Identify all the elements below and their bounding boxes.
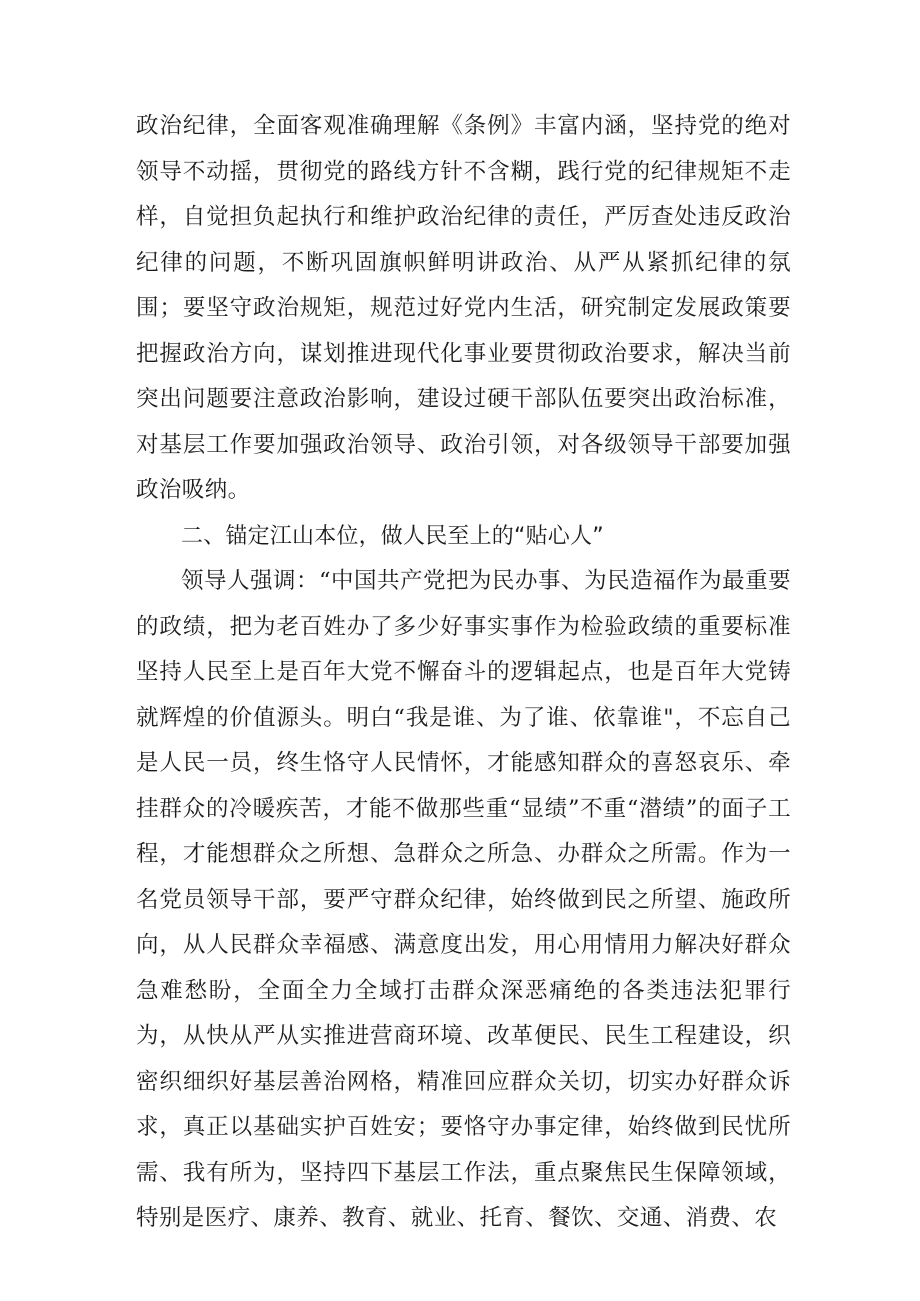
paragraph-1: 政治纪律，全面客观准确理解《条例》丰富内涵，坚持党的绝对领导不动摇，贯彻党的路线方针不含糊，践行党的纪律规矩不走样，自觉担负起执行和维护政治纪律的责任，严厉查处违反政治纪律的问题，不断巩固旗帜鲜明讲政治、从严从紧抓纪律的氛围；要坚守政治规矩，规范过好党内生活，研究制定发展政策要把握政治方向，谋划推进现代化事业要贯彻政治要求，解决当前突出问题要注意政治影响，建设过硬干部队伍要突出政治标准，对基层工作要加强政治领导、政治引领，对各级领导干部要加强政治吸纳。 — [136, 113, 791, 503]
document-body — [136, 104, 791, 1242]
section-heading-2: 二、锚定江山本位，做人民至上的“贴心人” — [181, 523, 604, 549]
paragraph-2: 领导人强调：“中国共产党把为民办事、为民造福作为最重要的政绩，把为老百姓办了多少好事实事作为检验政绩的重要标准坚持人民至上是百年大党不懈奋斗的逻辑起点，也是百年大党铸就辉煌的价值源头。明白“我是谁、为了谁、依靠谁"，不忘自己是人民一员，终生恪守人民情怀，才能感知群众的喜怒哀乐、牵挂群众的冷暖疾苦，才能不做那些重“显绩”不重“潜绩”的面子工程，才能想群众之所想、急群众之所急、办群众之所需。作为一名党员领导干部，要严守群众纪律，始终做到民之所望、施政所向，从人民群众幸福感、满意度出发，用心用情用力解决好群众急难愁盼，全面全力全域打击群众深恶痛绝的各类违法犯罪行为，从快从严从实推进营商环境、改革便民、民生工程建设，织密织细织好基层善治网格，精准回应群众关切，切实办好群众诉求，真正以基础实护百姓安；要恪守办事定律，始终做到民忧所需、我有所为，坚持四下基层工作法，重点聚焦民生保障领域，特别是医疗、康养、教育、就业、托育、餐饮、交通、消费、农 — [136, 568, 791, 1231]
